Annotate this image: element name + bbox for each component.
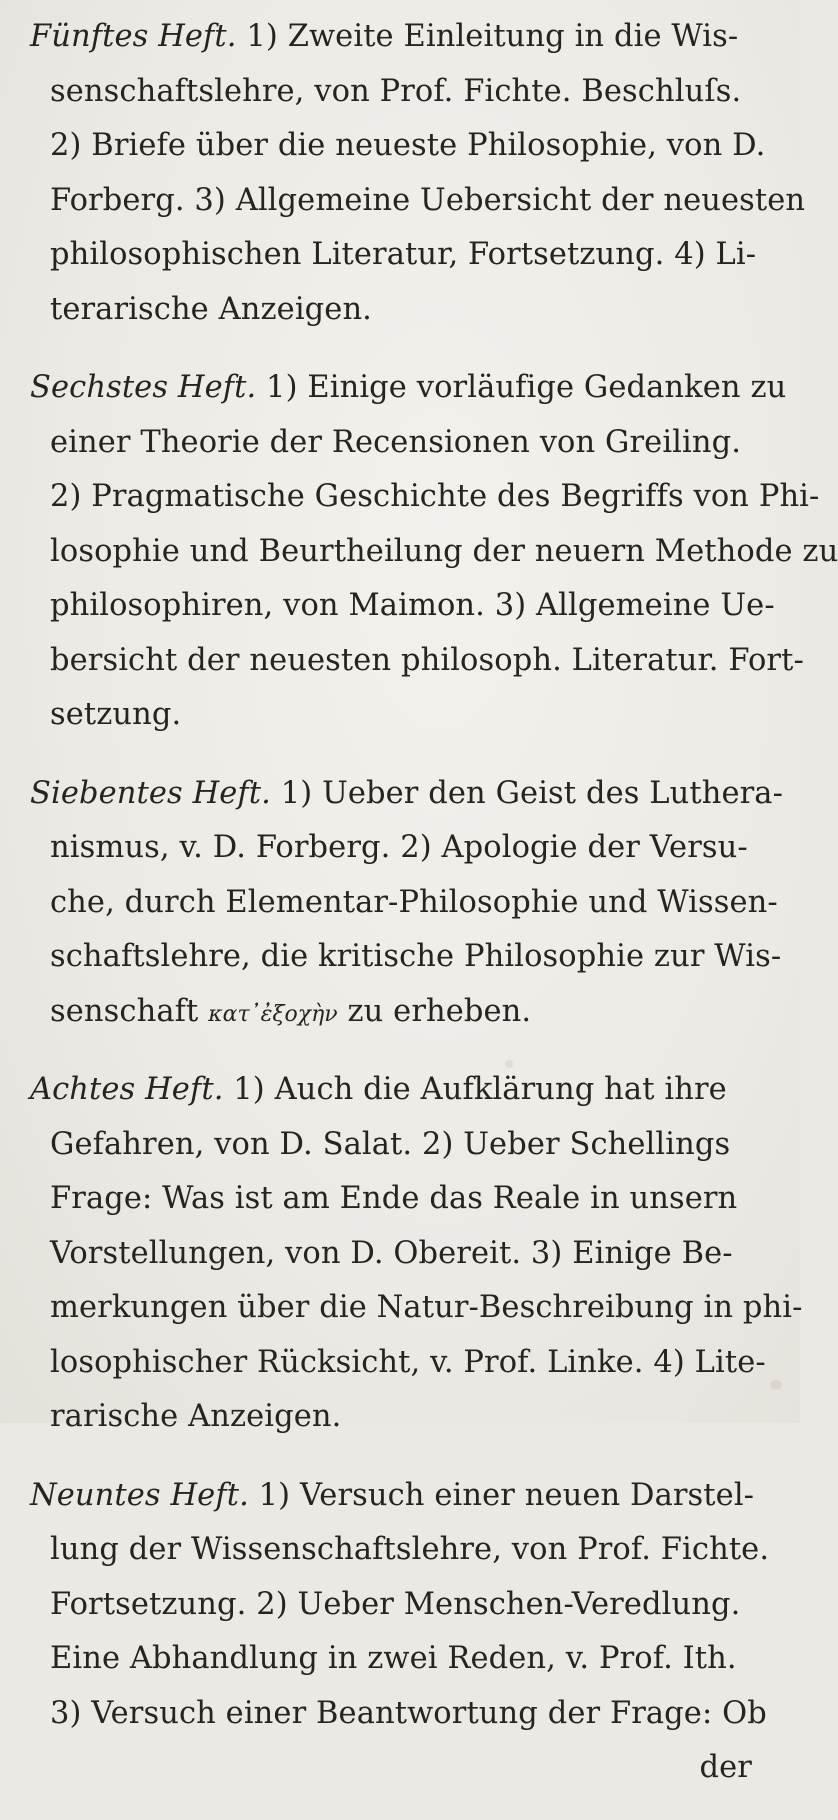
text-line: [30, 174, 806, 229]
line-text: schaftslehre, die kritische Philosophie zur Wis-: [50, 939, 782, 974]
text-line: [30, 634, 804, 689]
text-line: [30, 579, 780, 634]
entry-fuenftes: [30, 10, 806, 337]
text-line: [30, 1741, 780, 1796]
text-line: [30, 1687, 780, 1742]
entry-sechstes: [30, 361, 838, 743]
line-text: Fortsetzung. 2) Ueber Menschen-Veredlung.: [50, 1586, 741, 1622]
line-text: der: [699, 1750, 752, 1785]
issue-heading: Achtes Heft.: [30, 1072, 224, 1107]
text-line: [30, 1063, 780, 1118]
line-text: nismus, v. D. Forberg. 2) Apologie der Versu-: [50, 830, 748, 865]
text-line: [30, 1172, 780, 1227]
line-text: 3) Versuch einer Beantwortung der Frage: Ob: [50, 1695, 767, 1731]
text-line: [30, 1118, 780, 1173]
line-text: senschaftslehre, von Prof. Fichte. Beschluſs.: [50, 73, 742, 109]
text-line: [30, 930, 780, 985]
line-text: bersicht der neuesten philosoph. Literatur. Fort-: [50, 642, 804, 678]
text-line: [30, 876, 780, 931]
line-text: che, durch Elementar-Philosophie und Wissen-: [50, 884, 778, 920]
line-text: Eine Abhandlung in zwei Reden, v. Prof. Ith.: [50, 1641, 737, 1676]
issue-heading: Siebentes Heft.: [30, 775, 271, 811]
text-line: [30, 283, 780, 338]
text-line: [30, 1469, 780, 1524]
text-line: [30, 1523, 780, 1578]
line-text: 2) Pragmatische Geschichte des Begriffs von Phi-: [50, 479, 820, 514]
greek-phrase: κατ᾽ἐξοχὴν: [208, 1001, 338, 1027]
line-text: merkungen über die Natur-Beschreibung in phi-: [50, 1290, 803, 1325]
line-text: 1) Zweite Einleitung in die Wis-: [236, 19, 739, 54]
line-text: Gefahren, von D. Salat. 2) Ueber Schellings: [50, 1126, 731, 1162]
line-text: losophischer Rücksicht, v. Prof. Linke. 4) Lite-: [50, 1344, 766, 1380]
line-text: losophie und Beurtheilung der neuern Methode zu: [50, 533, 838, 569]
issue-heading: Neuntes Heft.: [30, 1477, 249, 1513]
line-text: senschaft: [50, 993, 209, 1029]
text-line: [30, 688, 780, 743]
issue-heading: Fünftes Heft.: [30, 19, 237, 54]
line-text: 1) Ueber den Geist des Luthera-: [270, 775, 783, 811]
text-line: [30, 1632, 780, 1687]
line-text: terarische Anzeigen.: [50, 291, 372, 327]
text-line: [30, 1390, 780, 1445]
text-line: [30, 1336, 780, 1391]
entry-achtes: [30, 1063, 803, 1445]
line-text: 1) Versuch einer neuen Darstel-: [248, 1477, 755, 1513]
line-text-tail: zu erheben.: [337, 993, 532, 1029]
line-text: 1) Auch die Aufklärung hat ihre: [223, 1072, 727, 1107]
text-line: [30, 361, 787, 416]
text-line: [30, 525, 838, 580]
line-text: lung der Wissenschaftslehre, von Prof. Fichte.: [50, 1532, 770, 1567]
text-line: [30, 1227, 780, 1282]
line-text: setzung.: [50, 697, 182, 732]
text-line: [30, 65, 780, 120]
line-text: Forberg. 3) Allgemeine Uebersicht der neuesten: [50, 182, 806, 218]
text-line: [30, 416, 780, 471]
text-line: [30, 767, 783, 822]
line-text: philosophiren, von Maimon. 3) Allgemeine Ue-: [50, 588, 775, 623]
line-text: einer Theorie der Recensionen von Greiling.: [50, 424, 742, 460]
text-line: [30, 985, 780, 1040]
line-text: Frage: Was ist am Ende das Reale in unsern: [50, 1181, 738, 1216]
issue-heading: Sechstes Heft.: [30, 370, 257, 405]
line-text: Vorstellungen, von D. Obereit. 3) Einige Be-: [50, 1235, 733, 1271]
text-line: [30, 470, 820, 525]
entry-siebentes: [30, 767, 783, 1040]
line-text: philosophischen Literatur, Fortsetzung. 4) Li-: [50, 237, 757, 272]
text-line: [30, 228, 780, 283]
text-line: [30, 10, 780, 65]
entry-neuntes: [30, 1469, 780, 1796]
line-text: 2) Briefe über die neueste Philosophie, von D.: [50, 128, 766, 163]
text-line: [30, 821, 780, 876]
text-line: [30, 1578, 780, 1633]
text-line: [30, 119, 780, 174]
line-text: 1) Einige vorläufige Gedanken zu: [256, 370, 787, 405]
table-of-contents: [30, 10, 838, 1820]
line-text: rarische Anzeigen.: [50, 1399, 342, 1434]
text-line: [30, 1281, 803, 1336]
